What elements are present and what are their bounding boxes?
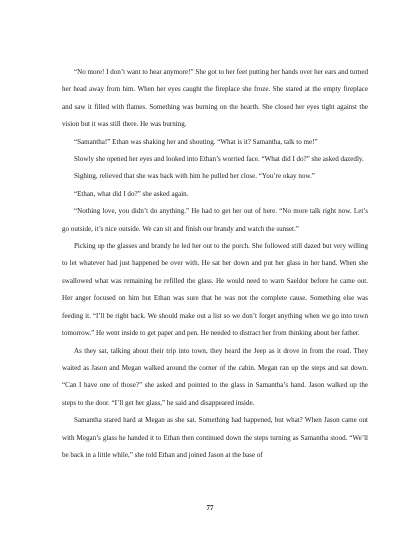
paragraph-1: “No more! I don’t want to hear anymore!” She got to her feet putting her hands over her ears and turned her head away from him. When her eyes caught the fireplace she froze. She stared at the empty fireplace and saw it filled with flames. Something was burning on the hearth. She closed her eyes tight against the vision but it was still there. He was burning. [62, 68, 368, 129]
paragraph-8: As they sat, talking about their trip into town, they heard the Jeep as it drove in from the road. They waited as Jason and Megan walked around the corner of the cabin. Megan ran up the steps and sat down. “Can I have one of those?” she asked and pointed to the glass in Samantha’s hand. Jason walked up the steps to the door. “I’ll get her glass,” he said and disappeared inside. [62, 346, 368, 407]
paragraph-2: “Samantha!” Ethan was shaking her and shouting. “What is it? Samantha, talk to me!” [74, 137, 318, 146]
paragraph-5: “Ethan, what did I do?” she asked again. [74, 189, 189, 198]
paragraph-9: Samantha stared hard at Megan as she sat. Something had happened, but what? When Jason came out with Megan’s glass he handed it to Ethan then continued down the steps turning as Samantha stood. “We’ll be back in a little while,” she told Ethan and joined Jason at the base of [62, 416, 368, 459]
body-text [62, 64, 368, 464]
paragraph-4: Sighing, relieved that she was back with him he pulled her close. “You’re okay now.” [74, 172, 315, 181]
paragraph-3: Slowly she opened her eyes and looked into Ethan’s worried face. “What did I do?” she asked dazedly. [74, 155, 364, 164]
paragraph-6: “Nothing love, you didn’t do anything.” He had to get her out of here. “No more talk right now. Let’s go outside, it’s nice outside. We can sit and finish our brandy and watch the sunset.” [62, 207, 368, 233]
paragraph-7: Picking up the glasses and brandy he led her out to the porch. She followed still dazed but very willing to let whatever had just happened be over with. He sat her down and put her glass in her hand. When she swallowed what was remaining he refilled the glass. He would need to warn Saeldor before he came out. Her anger focused on him but Ethan was sure that he was not the complete cause. Something else was feeding it. “I’ll be right back. We should make out a list so we don’t forget anything when we go into town tomorrow.” He went inside to get paper and pen. He needed to distract her from thinking about her father. [62, 242, 368, 338]
page-number: 77 [206, 504, 214, 512]
